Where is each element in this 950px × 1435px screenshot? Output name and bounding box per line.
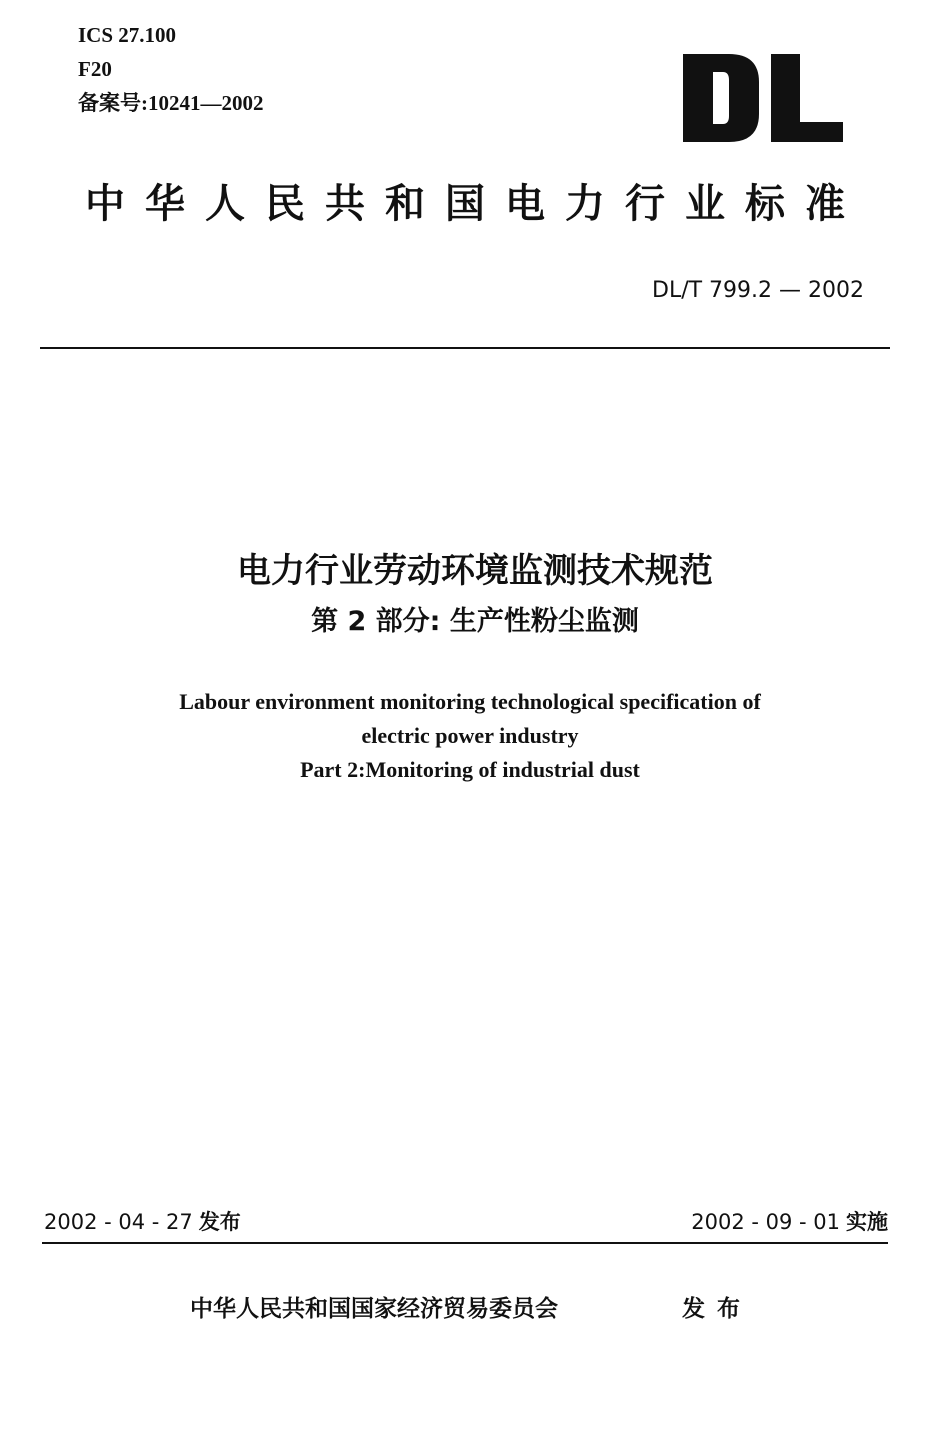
issue-date-value: 2002 - 04 - 27 <box>44 1210 193 1234</box>
bottom-divider <box>42 1242 888 1244</box>
english-title-line-2: electric power industry <box>361 723 579 748</box>
filing-number: 备案号:10241—2002 <box>78 91 264 115</box>
chinese-main-title: 电力行业劳动环境监测技术规范 <box>237 551 713 591</box>
dl-logo-letter-l <box>771 54 843 142</box>
ics-code: ICS 27.100 <box>78 23 177 47</box>
top-divider <box>40 347 890 349</box>
effective-date-label: 实施 <box>846 1210 888 1234</box>
dl-logo-letter-d <box>683 54 759 142</box>
dl-logo <box>683 54 843 142</box>
chinese-subtitle: 第 2 部分: 生产性粉尘监测 <box>311 606 639 637</box>
issue-date <box>44 1206 241 1238</box>
issue-date-label: 发布 <box>198 1210 241 1234</box>
issue-action: 发布 <box>682 1296 752 1322</box>
effective-date <box>691 1206 888 1238</box>
english-title-line-3: Part 2:Monitoring of industrial dust <box>300 757 640 782</box>
industry-standard-title: 中华人民共和国电力行业标准 <box>85 181 865 227</box>
effective-date-value: 2002 - 09 - 01 <box>691 1210 840 1234</box>
english-title-line-1: Labour environment monitoring technological specification of <box>179 689 761 714</box>
standard-number: DL/T 799.2 — 2002 <box>652 278 864 303</box>
issuing-authority: 中华人民共和国国家经济贸易委员会 <box>190 1296 558 1322</box>
ccs-code: F20 <box>78 57 112 81</box>
